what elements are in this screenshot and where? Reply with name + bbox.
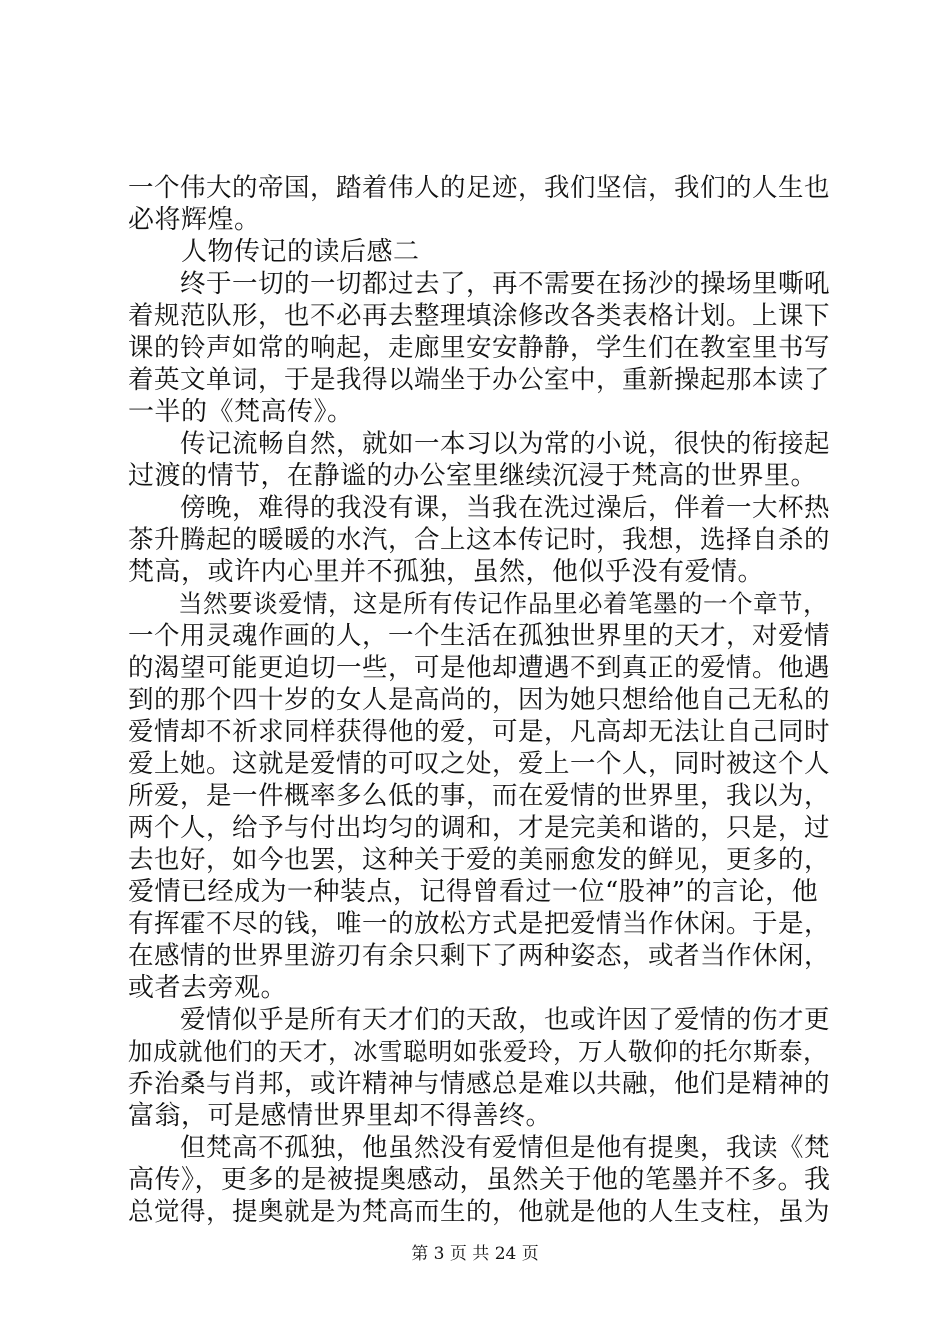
text-line: 或者去旁观。 bbox=[128, 973, 288, 1003]
text-line: 乔治桑与肖邦，或许精神与情感总是难以共融，他们是精神的 bbox=[128, 1069, 831, 1099]
text-line: 梵高，或许内心里并不孤独，虽然，他似乎没有爱情。 bbox=[128, 557, 765, 587]
text-line: 课的铃声如常的响起，走廊里安安静静，学生们在教室里书写 bbox=[128, 333, 831, 363]
text-line: 的渴望可能更迫切一些，可是他却遭遇不到真正的爱情。他遇 bbox=[128, 653, 831, 683]
text-line: 但梵高不孤独，他虽然没有爱情但是他有提奥，我读《梵 bbox=[128, 1133, 831, 1163]
text-line: 两个人，给予与付出均匀的调和，才是完美和谐的，只是，过 bbox=[128, 813, 831, 843]
text-line: 爱情已经成为一种装点，记得曾看过一位“股神”的言论，他 bbox=[128, 877, 819, 907]
text-line: 高传》，更多的是被提奥感动，虽然关于他的笔墨并不多。我 bbox=[128, 1165, 831, 1195]
text-line: 总觉得，提奥就是为梵高而生的，他就是他的人生支柱，虽为 bbox=[128, 1197, 831, 1227]
text-line: 加成就他们的天才，冰雪聪明如张爱玲，万人敬仰的托尔斯泰， bbox=[128, 1037, 828, 1066]
text-line: 一半的《梵高传》。 bbox=[128, 397, 354, 427]
text-line: 富翁，可是感情世界里却不得善终。 bbox=[128, 1101, 553, 1131]
text-line: 有挥霍不尽的钱，唯一的放松方式是把爱情当作休闲。于是， bbox=[128, 909, 831, 939]
text-line: 到的那个四十岁的女人是高尚的，因为她只想给他自己无私的 bbox=[128, 685, 831, 715]
text-line: 爱情却不祈求同样获得他的爱，可是，凡高却无法让自己同时 bbox=[128, 717, 831, 747]
text-line: 传记流畅自然，就如一本习以为常的小说，很快的衔接起 bbox=[128, 429, 831, 459]
document-body bbox=[128, 172, 836, 1228]
text-line: 一个用灵魂作画的人，一个生活在孤独世界里的天才，对爱情 bbox=[128, 621, 831, 651]
page-footer: 第 3 页 共 24 页 bbox=[411, 1244, 539, 1264]
text-line: 茶升腾起的暖暖的水汽，合上这本传记时，我想，选择自杀的 bbox=[128, 525, 831, 555]
text-line: 人物传记的读后感二 bbox=[128, 237, 420, 267]
text-line: 一个伟大的帝国，踏着伟人的足迹，我们坚信，我们的人生也 bbox=[128, 173, 831, 203]
text-line: 过渡的情节，在静谧的办公室里继续沉浸于梵高的世界里。 bbox=[128, 461, 818, 491]
text-line: 傍晚，难得的我没有课，当我在洗过澡后，伴着一大杯热 bbox=[128, 493, 831, 523]
text-line: 必将辉煌。 bbox=[128, 205, 261, 235]
text-line: 当然要谈爱情，这是所有传记作品里必着笔墨的一个章节， bbox=[128, 589, 828, 618]
text-line: 去也好，如今也罢，这种关于爱的美丽愈发的鲜见，更多的， bbox=[128, 845, 831, 875]
text-line: 着英文单词，于是我得以端坐于办公室中，重新操起那本读了 bbox=[128, 365, 831, 395]
text-line: 终于一切的一切都过去了，再不需要在扬沙的操场里嘶吼 bbox=[128, 269, 831, 299]
text-line: 着规范队形，也不必再去整理填涂修改各类表格计划。上课下 bbox=[128, 301, 831, 331]
text-line: 爱情似乎是所有天才们的天敌，也或许因了爱情的伤才更 bbox=[128, 1005, 831, 1035]
text-line: 在感情的世界里游刃有余只剩下了两种姿态，或者当作休闲， bbox=[128, 941, 831, 971]
text-line: 所爱，是一件概率多么低的事，而在爱情的世界里，我以为， bbox=[128, 781, 831, 811]
text-line: 爱上她。这就是爱情的可叹之处，爱上一个人，同时被这个人 bbox=[128, 749, 831, 779]
